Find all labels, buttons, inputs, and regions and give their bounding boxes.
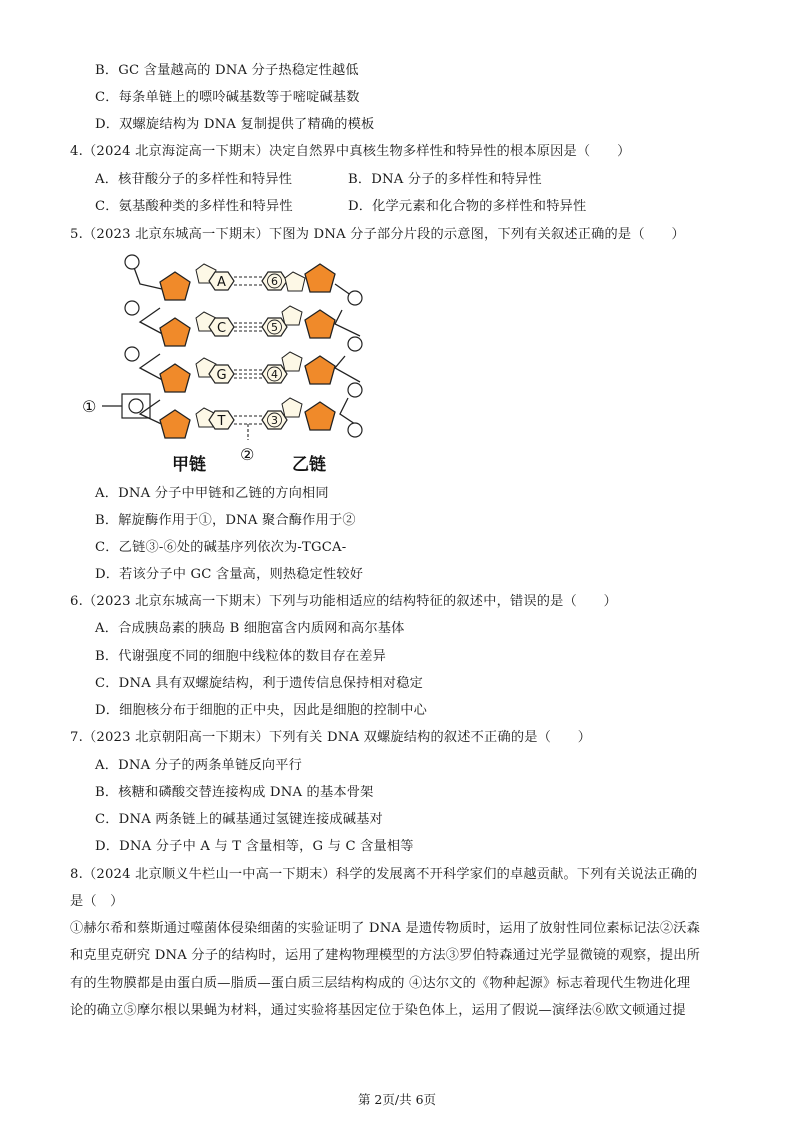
phosphate-right-3 <box>348 383 362 397</box>
q5-option-a: A．DNA 分子中甲链和乙链的方向相同 <box>95 486 329 501</box>
base-right-5 <box>262 318 287 336</box>
sugar-left-4 <box>160 410 190 438</box>
q7-option-a: A．DNA 分子的两条单链反向平行 <box>95 758 303 773</box>
sugar-right-4 <box>305 402 335 430</box>
q6-option-a: A．合成胰岛素的胰岛 B 细胞富含内质网和高尔基体 <box>95 621 405 636</box>
phosphate-left-3 <box>125 347 139 361</box>
dna-structure-figure <box>80 250 380 478</box>
svg-text:5: 5 <box>271 321 278 334</box>
q8-stem-line2: 是（ ） <box>70 894 124 909</box>
page-footer: 第 2页/共 6页 <box>357 1092 437 1107</box>
svg-text:C: C <box>216 321 227 336</box>
svg-text:T: T <box>217 414 226 429</box>
q7-stem: 7.（2023 北京朝阳高一下期末）下列有关 DNA 双螺旋结构的叙述不正确的是（ ） <box>70 730 592 745</box>
q7-option-b: B．核糖和磷酸交替连接构成 DNA 的基本骨架 <box>95 785 374 800</box>
q6-stem: 6.（2023 北京东城高一下期末）下列与功能相适应的结构特征的叙述中，错误的是（ ） <box>70 594 618 609</box>
q6-option-c: C．DNA 具有双螺旋结构，利于遗传信息保持相对稳定 <box>95 676 424 691</box>
q6-option-b: B．代谢强度不同的细胞中线粒体的数目存在差异 <box>95 649 387 664</box>
base-left-t <box>209 411 234 429</box>
sugar-right-2 <box>305 310 335 338</box>
q7-option-d: D．DNA 分子中 A 与 T 含量相等，G 与 C 含量相等 <box>95 839 414 854</box>
q5-option-b: B．解旋酶作用于①，DNA 聚合酶作用于② <box>95 513 356 528</box>
label-1: ① <box>82 397 97 416</box>
chain-left-label: 甲链 <box>172 455 206 475</box>
q5-option-c: C．乙链③-⑥处的碱基序列依次为-TGCA- <box>95 540 347 555</box>
sugar-left-3 <box>160 364 190 392</box>
q3-option-b: B．GC 含量越高的 DNA 分子热稳定性越低 <box>95 63 359 78</box>
q4-option-b: B．DNA 分子的多样性和特异性 <box>348 172 542 187</box>
base-left-a <box>209 272 234 290</box>
base-right-4 <box>262 365 287 383</box>
q8-stem-line1: 8.（2024 北京顺义牛栏山一中高一下期末）科学的发展离不开科学家们的卓越贡献。下列有关说法正确的 <box>70 867 698 882</box>
q8-body-line2: 和克里克研究 DNA 分子的结构时，运用了建构物理模型的方法③罗伯特森通过光学显微镜的观察，提出所 <box>70 948 701 963</box>
q4-option-c: C．氨基酸种类的多样性和特异性 <box>95 199 293 214</box>
q3-option-d: D．双螺旋结构为 DNA 复制提供了精确的模板 <box>95 117 375 132</box>
sugar-right-3 <box>305 356 335 384</box>
q5-option-d: D．若该分子中 GC 含量高，则热稳定性较好 <box>95 567 364 582</box>
base-right-6 <box>262 272 287 290</box>
svg-text:6: 6 <box>271 275 278 288</box>
svg-text:A: A <box>217 275 226 290</box>
base-left-c <box>209 318 234 336</box>
chain-right-label: 乙链 <box>292 455 326 475</box>
phosphate-right-4 <box>348 423 362 437</box>
q7-option-c: C．DNA 两条链上的碱基通过氢键连接成碱基对 <box>95 812 383 827</box>
phosphate-right-2 <box>348 337 362 351</box>
q4-stem: 4.（2024 北京海淀高一下期末）决定自然界中真核生物多样性和特异性的根本原因是（ ） <box>70 144 631 159</box>
q5-stem: 5.（2023 北京东城高一下期末）下图为 DNA 分子部分片段的示意图，下列有关叙述正确的是（ ） <box>70 227 685 242</box>
q3-option-c: C．每条单链上的嘌呤碱基数等于嘧啶碱基数 <box>95 90 360 105</box>
q8-body-line1: ①赫尔希和蔡斯通过噬菌体侵染细菌的实验证明了 DNA 是遗传物质时，运用了放射性同位素标记法②沃森 <box>70 921 701 936</box>
svg-text:3: 3 <box>271 414 278 427</box>
svg-text:G: G <box>216 368 227 383</box>
sugar-left-1 <box>160 272 190 300</box>
q6-option-d: D．细胞核分布于细胞的正中央，因此是细胞的控制中心 <box>95 703 428 718</box>
q4-option-d: D．化学元素和化合物的多样性和特异性 <box>348 199 587 214</box>
q8-body-line3: 有的生物膜都是由蛋白质—脂质—蛋白质三层结构构成的 ④达尔文的《物种起源》标志着现代生物进化理 <box>70 976 691 991</box>
sugar-left-2 <box>160 318 190 346</box>
svg-text:4: 4 <box>271 368 278 381</box>
label-2: ② <box>240 445 255 464</box>
phosphate-left-1 <box>125 255 139 269</box>
phosphate-left-2 <box>125 301 139 315</box>
q4-option-a: A．核苷酸分子的多样性和特异性 <box>95 172 293 187</box>
base-left-g <box>209 365 234 383</box>
q8-body-line4: 论的确立⑤摩尔根以果蝇为材料，通过实验将基因定位于染色体上，运用了假说—演绎法⑥欧文顿通过提 <box>70 1003 686 1018</box>
base-right-3 <box>262 411 287 429</box>
phosphate-right-1 <box>348 291 362 305</box>
sugar-right-1 <box>305 264 335 292</box>
